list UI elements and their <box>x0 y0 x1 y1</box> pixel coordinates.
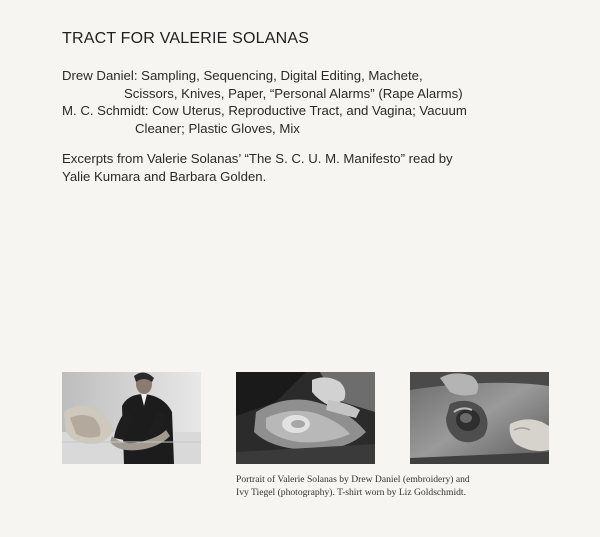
photo-caption <box>236 473 556 499</box>
photo-specimen-surface <box>410 372 549 464</box>
photo-hands-plastic <box>236 372 375 464</box>
credit-roles-line2: Cleaner; Plastic Gloves, Mix <box>135 120 300 136</box>
credit-name: Drew Daniel <box>62 68 134 83</box>
excerpts-line2: Yalie Kumara and Barbara Golden. <box>62 168 267 184</box>
credit-roles-line1: : Sampling, Sequencing, Digital Editing, Machete, <box>133 68 423 83</box>
credit-roles-line1: : Cow Uterus, Reproductive Tract, and Vagina; Vacuum <box>144 103 467 118</box>
credit-name: M. C. Schmidt <box>62 103 145 118</box>
credit-mc-schmidt <box>62 102 542 137</box>
caption-line1: Portrait of Valerie Solanas by Drew Daniel (embroidery) and <box>236 474 470 485</box>
credits-block <box>62 67 542 137</box>
page-title: TRACT FOR VALERIE SOLANAS <box>62 30 310 47</box>
excerpts-line1: Excerpts from Valerie Solanas’ “The S. C. U. M. Manifesto” read by <box>62 151 453 166</box>
photo-portrait-table <box>62 372 201 464</box>
credit-roles-line2: Scissors, Knives, Paper, “Personal Alarms” (Rape Alarms) <box>124 85 463 101</box>
excerpts-note <box>62 150 542 185</box>
caption-line2: Ivy Tiegel (photography). T-shirt worn by Liz Goldschmidt. <box>236 487 466 498</box>
credit-drew-daniel <box>62 67 542 102</box>
